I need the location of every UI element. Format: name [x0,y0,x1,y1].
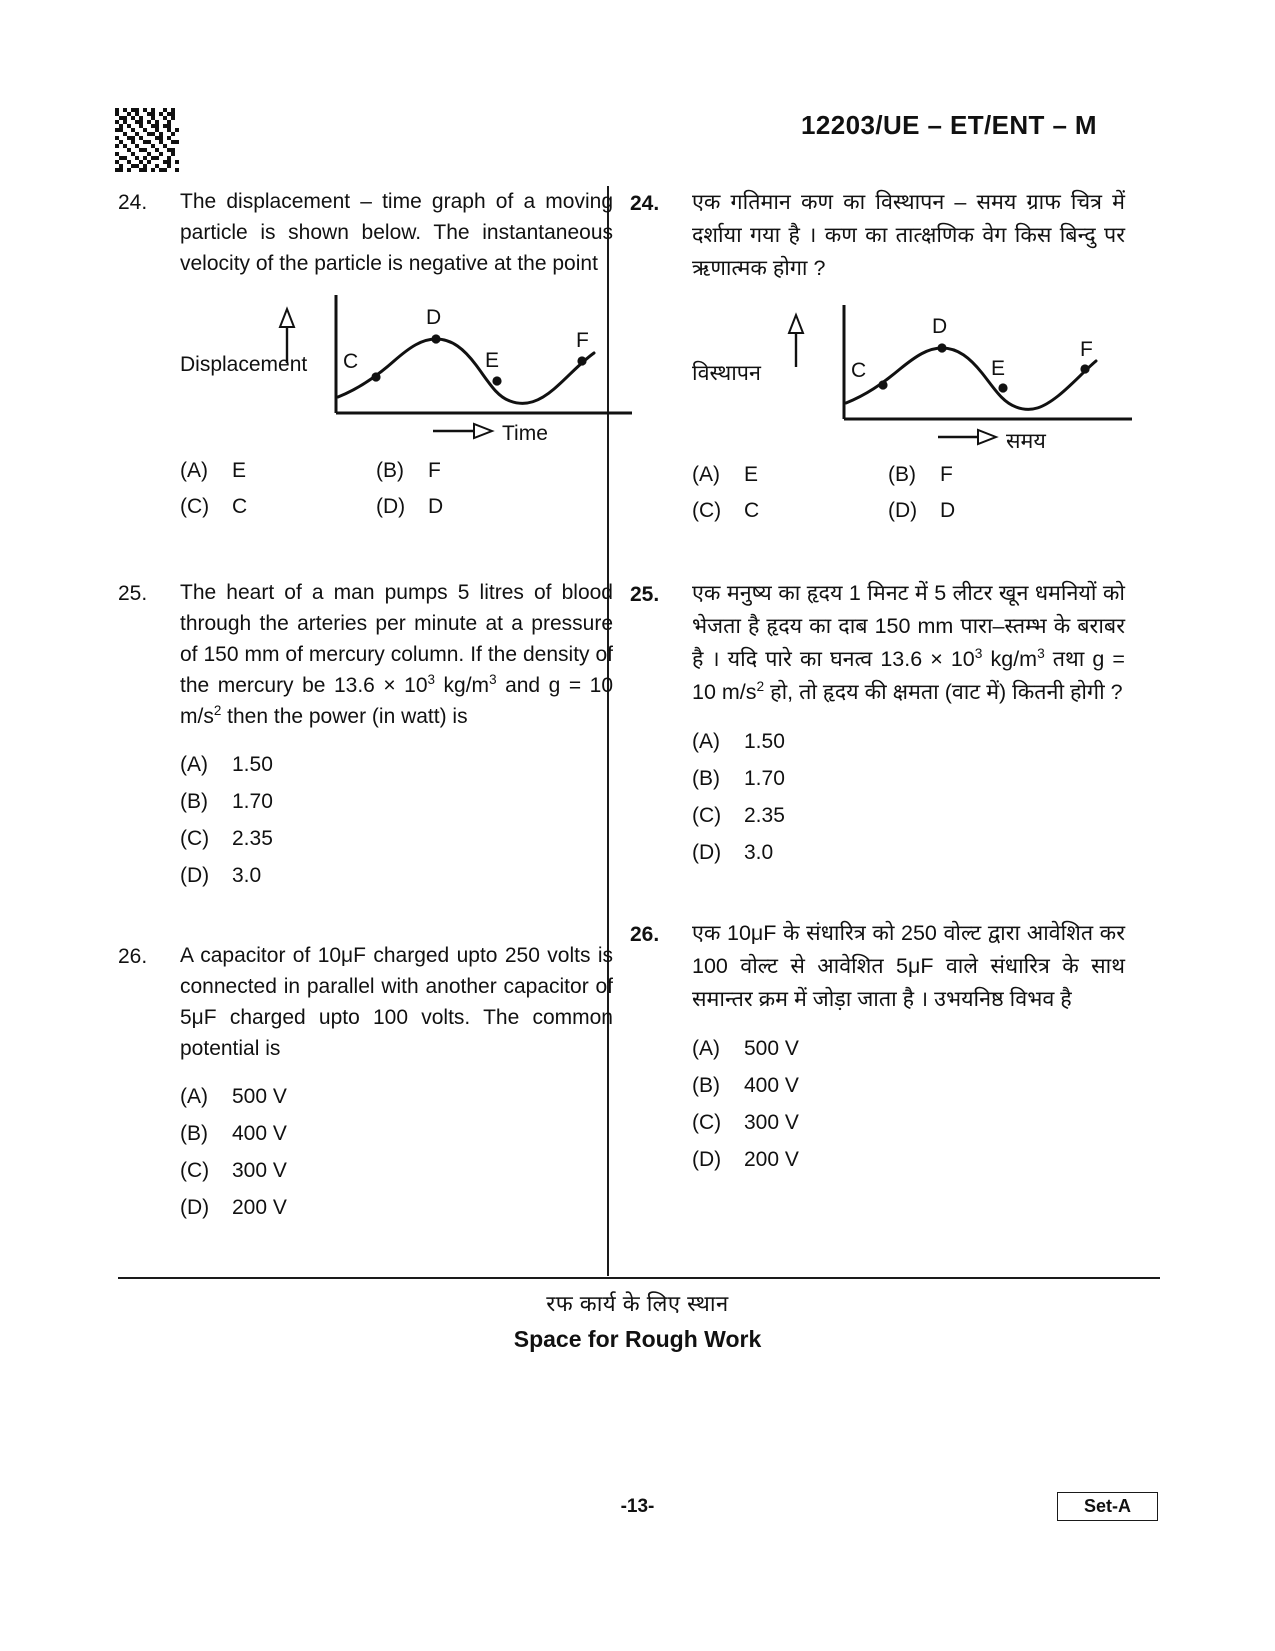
option-label: (A) [180,753,208,776]
question-24-en [118,186,613,525]
option-d[interactable] [180,857,613,894]
option-value: C [744,499,760,522]
option-label: (D) [692,1148,722,1171]
option-a[interactable] [692,723,1125,760]
option-d[interactable] [692,1141,1125,1178]
option-b[interactable] [180,783,613,820]
option-label: (C) [692,1111,722,1134]
option-label: (A) [180,459,208,482]
option-value: 200 V [232,1196,287,1219]
option-value: E [744,463,759,486]
displacement-time-graph-hi [692,301,1125,453]
option-label: (C) [692,499,722,522]
english-column [118,186,613,1226]
option-value: 3.0 [232,864,262,887]
option-value: 500 V [232,1085,287,1108]
svg-text:D: D [932,315,948,338]
option-value: 300 V [232,1159,287,1182]
svg-text:E: E [485,349,500,372]
option-b[interactable] [376,453,441,489]
option-label: (C) [180,1159,210,1182]
page-header [0,0,1275,90]
graph-point-e [998,383,1007,392]
option-label: (C) [180,827,210,850]
graph-point-e [492,376,501,385]
option-value: 1.70 [744,767,785,790]
option-label: (B) [888,463,916,486]
question-26-hi [630,917,1125,1178]
options-24-hi [692,457,1125,529]
option-label: (D) [180,1196,210,1219]
question-number: 25. [630,583,660,606]
option-b[interactable] [888,457,953,493]
question-text: The displacement – time graph of a moving particle is shown below. The instantaneous velocity of the particle is negative at the point [180,190,613,275]
y-axis-label: विस्थापन [692,361,761,385]
page-footer [0,1496,1275,1536]
option-c[interactable] [180,820,613,857]
option-value: 500 V [744,1037,799,1060]
question-24-hi [630,186,1125,529]
option-value: 200 V [744,1148,799,1171]
option-value: 400 V [232,1122,287,1145]
option-label: (D) [692,841,722,864]
graph-point-c [371,372,380,381]
question-text: A capacitor of 10μF charged upto 250 volts is connected in parallel with another capacitor of 5μF charged upto 100 volts. The common potential is [180,944,613,1060]
question-number: 26. [630,923,660,946]
option-label: (A) [692,730,720,753]
option-c[interactable] [180,489,376,525]
option-value: C [232,495,248,518]
question-number: 24. [630,192,660,215]
option-b[interactable] [692,760,1125,797]
graph-point-f [1080,364,1089,373]
question-text: एक मनुष्य का हृदय 1 मिनट में 5 लीटर खून धमनियों को भेजता है हृदय का दाब 150 mm पारा–स्तम्भ के बराबर है । यदि पारे का घनत्व $13.6 \times 10^3$ $kg/m^3$ तथा g = 10 $m/s^2$ हो, तो हृदय की क्षमता (वाट में) कितनी होगी ? [692,581,1125,704]
svg-text:F: F [1080,338,1093,361]
option-value: 3.0 [744,841,774,864]
question-text: एक 10μF के संधारित्र को 250 वोल्ट द्वारा आवेशित कर 100 वोल्ट से आवेशित 5μF वाले संधारित्र के साथ समान्तर क्रम में जोड़ा जाता है । उभयनिष्ठ विभव है [692,921,1125,1011]
question-text: एक गतिमान कण का विस्थापन – समय ग्राफ चित्र में दर्शाया गया है । कण का तात्क्षणिक वेग किस बिन्दु पर ऋणात्मक होगा ? [692,190,1125,280]
option-label: (C) [692,804,722,827]
option-label: (D) [376,495,406,518]
options-26-hi [692,1030,1125,1178]
graph-point-c [878,380,887,389]
option-label: (B) [180,1122,208,1145]
rough-work-notice [0,1288,1275,1353]
question-number: 24. [118,191,148,214]
graph-point-d [431,334,440,343]
option-label: (B) [692,1074,720,1097]
option-a[interactable] [692,457,888,493]
rough-work-english: Space for Rough Work [513,1326,762,1352]
option-value: F [428,459,441,482]
option-label: (C) [180,495,210,518]
page-number: -13- [620,1496,655,1517]
option-label: (A) [692,1037,720,1060]
option-d[interactable] [888,493,955,529]
y-axis-label: Displacement [180,353,308,376]
svg-text:E: E [991,357,1006,380]
x-axis-label: समय [1006,429,1046,453]
option-d[interactable] [180,1189,613,1226]
question-number: 26. [118,945,148,968]
option-a[interactable] [180,1078,613,1115]
svg-text:D: D [426,306,442,329]
graph-point-f [577,356,586,365]
option-value: D [428,495,444,518]
option-a[interactable] [692,1030,1125,1067]
option-label: (B) [376,459,404,482]
option-value: E [232,459,247,482]
option-label: (A) [692,463,720,486]
qr-barcode-icon [115,108,179,172]
question-text: The heart of a man pumps 5 litres of blood through the arteries per minute at a pressure of 150 mm of mercury column. If the density of the mercury be $13.6 \times 10^3$ $kg/m^3$ and g = 10 $m/s^2$ then the power (in watt) is [180,581,613,728]
option-label: (B) [692,767,720,790]
x-axis-label: Time [502,422,548,445]
option-value: D [940,499,956,522]
option-value: 1.70 [232,790,273,813]
options-25-hi [692,723,1125,871]
question-26-en [118,940,613,1226]
option-label: (D) [180,864,210,887]
set-label: Set-A [1057,1492,1158,1521]
option-value: F [940,463,953,486]
question-25-hi [630,577,1125,871]
option-c[interactable] [692,797,1125,834]
option-c[interactable] [692,1104,1125,1141]
option-b[interactable] [180,1115,613,1152]
svg-text:C: C [851,359,867,382]
option-c[interactable] [692,493,888,529]
rough-work-hindi: रफ कार्य के लिए स्थान [546,1291,729,1316]
option-value: 2.35 [232,827,273,850]
option-value: 1.50 [744,730,785,753]
option-a[interactable] [180,746,613,783]
option-value: 300 V [744,1111,799,1134]
option-label: (B) [180,790,208,813]
graph-point-d [937,343,946,352]
option-label: (D) [888,499,918,522]
option-a[interactable] [180,453,376,489]
options-26-en [180,1078,613,1226]
svg-text:C: C [343,350,359,373]
option-value: 400 V [744,1074,799,1097]
options-25-en [180,746,613,894]
question-number: 25. [118,582,148,605]
options-24-en [180,453,613,525]
option-value: 2.35 [744,804,785,827]
displacement-time-graph-en [180,291,613,445]
option-d[interactable] [692,834,1125,871]
option-d[interactable] [376,489,443,525]
bottom-rule [118,1277,1160,1279]
option-b[interactable] [692,1067,1125,1104]
option-label: (A) [180,1085,208,1108]
option-c[interactable] [180,1152,613,1189]
option-value: 1.50 [232,753,273,776]
question-25-en [118,577,613,894]
svg-text:F: F [576,329,589,352]
exam-code: 12203/UE – ET/ENT – M [801,110,1097,140]
hindi-column [630,186,1125,1178]
